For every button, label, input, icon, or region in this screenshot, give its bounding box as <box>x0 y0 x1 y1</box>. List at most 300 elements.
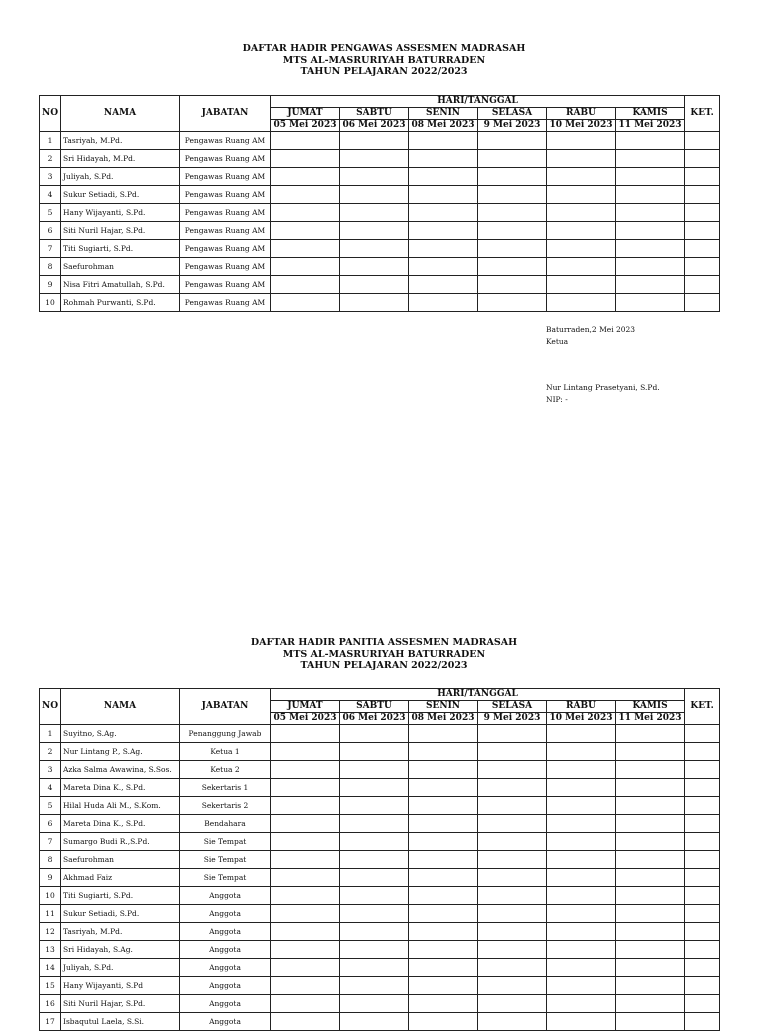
table-row <box>40 725 720 743</box>
day-date: 9 Mei 2023 <box>483 120 541 130</box>
attendance-cell[interactable] <box>478 815 547 833</box>
cell-ket[interactable] <box>685 995 720 1013</box>
attendance-cell[interactable] <box>409 887 478 905</box>
cell-ket[interactable] <box>685 887 720 905</box>
attendance-cell[interactable] <box>547 923 616 941</box>
day-date: 08 Mei 2023 <box>411 120 475 130</box>
attendance-cell[interactable] <box>547 725 616 743</box>
cell-nama: Tasriyah, M.Pd. <box>61 132 180 150</box>
cell-jabatan: Pengawas Ruang AM <box>180 150 271 168</box>
table-row <box>40 995 720 1013</box>
attendance-cell[interactable] <box>547 977 616 995</box>
attendance-cell[interactable] <box>409 995 478 1013</box>
cell-ket[interactable] <box>685 743 720 761</box>
attendance-cell[interactable] <box>616 1013 685 1031</box>
table-row <box>40 851 720 869</box>
cell-no: 14 <box>40 959 61 977</box>
cell-ket[interactable] <box>685 132 720 150</box>
attendance-cell[interactable] <box>409 923 478 941</box>
cell-ket[interactable] <box>685 977 720 995</box>
cell-no: 8 <box>40 258 61 276</box>
attendance-cell[interactable] <box>409 851 478 869</box>
cell-ket[interactable] <box>685 168 720 186</box>
attendance-cell[interactable] <box>616 977 685 995</box>
attendance-cell[interactable] <box>547 222 616 240</box>
doc1-title <box>0 43 768 78</box>
cell-jabatan: Pengawas Ruang AM <box>180 168 271 186</box>
day-name: KAMIS <box>616 701 684 713</box>
cell-ket[interactable] <box>685 150 720 168</box>
attendance-cell[interactable] <box>409 132 478 150</box>
cell-no: 7 <box>40 833 61 851</box>
attendance-cell[interactable] <box>271 204 340 222</box>
attendance-cell[interactable] <box>616 258 685 276</box>
cell-ket[interactable] <box>685 204 720 222</box>
attendance-cell[interactable] <box>271 905 340 923</box>
attendance-cell[interactable] <box>547 887 616 905</box>
attendance-cell[interactable] <box>478 977 547 995</box>
cell-jabatan: Anggota <box>180 995 271 1013</box>
attendance-cell[interactable] <box>616 959 685 977</box>
attendance-cell[interactable] <box>340 887 409 905</box>
attendance-cell[interactable] <box>547 779 616 797</box>
attendance-cell[interactable] <box>547 905 616 923</box>
attendance-cell[interactable] <box>409 1013 478 1031</box>
table-row <box>40 168 720 186</box>
day-column-header <box>547 108 616 132</box>
cell-ket[interactable] <box>685 797 720 815</box>
day-name: SABTU <box>340 108 408 120</box>
attendance-cell[interactable] <box>478 779 547 797</box>
table-row <box>40 797 720 815</box>
cell-jabatan: Anggota <box>180 941 271 959</box>
table-row <box>40 186 720 204</box>
table-row <box>40 204 720 222</box>
doc1-attendance-table <box>39 95 720 312</box>
attendance-cell[interactable] <box>616 887 685 905</box>
cell-jabatan: Pengawas Ruang AM <box>180 294 271 312</box>
attendance-cell[interactable] <box>616 725 685 743</box>
attendance-cell[interactable] <box>409 168 478 186</box>
attendance-cell[interactable] <box>478 851 547 869</box>
attendance-cell[interactable] <box>409 150 478 168</box>
cell-ket[interactable] <box>685 258 720 276</box>
attendance-cell[interactable] <box>409 833 478 851</box>
cell-ket[interactable] <box>685 941 720 959</box>
attendance-cell[interactable] <box>271 959 340 977</box>
cell-jabatan: Anggota <box>180 887 271 905</box>
cell-no: 5 <box>40 797 61 815</box>
cell-ket[interactable] <box>685 294 720 312</box>
attendance-cell[interactable] <box>547 168 616 186</box>
cell-nama: Mareta Dina K., S.Pd. <box>61 815 180 833</box>
table-row <box>40 222 720 240</box>
attendance-cell[interactable] <box>271 222 340 240</box>
table-row <box>40 887 720 905</box>
signature-role: Ketua <box>546 336 569 346</box>
table-row <box>40 923 720 941</box>
doc2-title <box>0 637 768 672</box>
attendance-cell[interactable] <box>478 222 547 240</box>
attendance-cell[interactable] <box>340 132 409 150</box>
attendance-cell[interactable] <box>409 276 478 294</box>
attendance-cell[interactable] <box>616 132 685 150</box>
attendance-cell[interactable] <box>478 761 547 779</box>
signature-name: Nur Lintang Prasetyani, S.Pd. <box>546 383 660 392</box>
attendance-cell[interactable] <box>478 1013 547 1031</box>
attendance-cell[interactable] <box>478 833 547 851</box>
attendance-cell[interactable] <box>616 779 685 797</box>
cell-no: 11 <box>40 905 61 923</box>
attendance-cell[interactable] <box>340 779 409 797</box>
attendance-cell[interactable] <box>340 923 409 941</box>
cell-ket[interactable] <box>685 851 720 869</box>
cell-nama: Saefurohman <box>61 851 180 869</box>
day-column-header <box>616 701 685 725</box>
attendance-cell[interactable] <box>616 761 685 779</box>
attendance-cell[interactable] <box>409 222 478 240</box>
day-date: 05 Mei 2023 <box>273 120 337 130</box>
attendance-cell[interactable] <box>340 851 409 869</box>
attendance-cell[interactable] <box>409 941 478 959</box>
attendance-cell[interactable] <box>547 761 616 779</box>
cell-ket[interactable] <box>685 923 720 941</box>
attendance-cell[interactable] <box>616 797 685 815</box>
attendance-cell[interactable] <box>409 869 478 887</box>
attendance-cell[interactable] <box>547 258 616 276</box>
day-column-header <box>271 701 340 725</box>
day-name: SENIN <box>409 701 477 713</box>
attendance-cell[interactable] <box>409 294 478 312</box>
cell-jabatan: Ketua 2 <box>180 761 271 779</box>
attendance-cell[interactable] <box>271 761 340 779</box>
day-column-header <box>271 108 340 132</box>
cell-ket[interactable] <box>685 761 720 779</box>
attendance-cell[interactable] <box>340 797 409 815</box>
attendance-cell[interactable] <box>340 186 409 204</box>
attendance-cell[interactable] <box>478 204 547 222</box>
attendance-cell[interactable] <box>478 923 547 941</box>
cell-nama: Saefurohman <box>61 258 180 276</box>
attendance-cell[interactable] <box>478 725 547 743</box>
attendance-cell[interactable] <box>409 240 478 258</box>
cell-ket[interactable] <box>685 276 720 294</box>
attendance-cell[interactable] <box>547 743 616 761</box>
attendance-cell[interactable] <box>340 815 409 833</box>
attendance-cell[interactable] <box>271 168 340 186</box>
attendance-cell[interactable] <box>340 1013 409 1031</box>
day-date: 06 Mei 2023 <box>342 120 406 130</box>
table-row <box>40 941 720 959</box>
cell-ket[interactable] <box>685 869 720 887</box>
attendance-cell[interactable] <box>616 186 685 204</box>
attendance-cell[interactable] <box>340 204 409 222</box>
cell-jabatan: Pengawas Ruang AM <box>180 258 271 276</box>
attendance-cell[interactable] <box>616 851 685 869</box>
attendance-cell[interactable] <box>271 258 340 276</box>
table-row <box>40 815 720 833</box>
attendance-cell[interactable] <box>340 276 409 294</box>
cell-nama: Juliyah, S.Pd. <box>61 168 180 186</box>
attendance-cell[interactable] <box>271 294 340 312</box>
attendance-cell[interactable] <box>547 294 616 312</box>
attendance-cell[interactable] <box>547 995 616 1013</box>
attendance-cell[interactable] <box>271 851 340 869</box>
day-column-header <box>409 701 478 725</box>
day-name: SABTU <box>340 701 408 713</box>
attendance-cell[interactable] <box>271 887 340 905</box>
cell-jabatan: Bendahara <box>180 815 271 833</box>
day-name: SELASA <box>478 108 546 120</box>
attendance-cell[interactable] <box>271 869 340 887</box>
cell-no: 10 <box>40 294 61 312</box>
cell-ket[interactable] <box>685 779 720 797</box>
attendance-cell[interactable] <box>271 725 340 743</box>
attendance-cell[interactable] <box>616 815 685 833</box>
attendance-cell[interactable] <box>271 833 340 851</box>
attendance-cell[interactable] <box>547 959 616 977</box>
attendance-cell[interactable] <box>340 240 409 258</box>
attendance-cell[interactable] <box>340 150 409 168</box>
attendance-cell[interactable] <box>616 869 685 887</box>
attendance-cell[interactable] <box>616 743 685 761</box>
cell-nama: Rohmah Purwanti, S.Pd. <box>61 294 180 312</box>
attendance-cell[interactable] <box>409 186 478 204</box>
day-column-header <box>478 701 547 725</box>
attendance-cell[interactable] <box>547 851 616 869</box>
day-date: 10 Mei 2023 <box>549 713 613 723</box>
cell-nama: Tasriyah, M.Pd. <box>61 923 180 941</box>
cell-ket[interactable] <box>685 833 720 851</box>
attendance-cell[interactable] <box>616 240 685 258</box>
cell-ket[interactable] <box>685 905 720 923</box>
attendance-cell[interactable] <box>616 168 685 186</box>
attendance-cell[interactable] <box>547 276 616 294</box>
cell-jabatan: Anggota <box>180 905 271 923</box>
attendance-cell[interactable] <box>409 905 478 923</box>
attendance-cell[interactable] <box>547 132 616 150</box>
cell-no: 4 <box>40 779 61 797</box>
attendance-cell[interactable] <box>271 186 340 204</box>
attendance-cell[interactable] <box>340 869 409 887</box>
day-name: RABU <box>547 108 615 120</box>
attendance-cell[interactable] <box>478 905 547 923</box>
attendance-cell[interactable] <box>478 258 547 276</box>
day-name: SELASA <box>478 701 546 713</box>
cell-nama: Sukur Setiadi, S.Pd. <box>61 186 180 204</box>
cell-no: 8 <box>40 851 61 869</box>
attendance-cell[interactable] <box>409 258 478 276</box>
attendance-cell[interactable] <box>340 743 409 761</box>
attendance-cell[interactable] <box>478 276 547 294</box>
attendance-cell[interactable] <box>271 995 340 1013</box>
cell-ket[interactable] <box>685 1013 720 1031</box>
attendance-cell[interactable] <box>271 240 340 258</box>
cell-jabatan: Ketua 1 <box>180 743 271 761</box>
attendance-cell[interactable] <box>478 168 547 186</box>
table-row <box>40 1013 720 1031</box>
attendance-cell[interactable] <box>478 294 547 312</box>
cell-nama: Juliyah, S.Pd. <box>61 959 180 977</box>
attendance-cell[interactable] <box>547 204 616 222</box>
attendance-cell[interactable] <box>478 995 547 1013</box>
attendance-cell[interactable] <box>478 186 547 204</box>
header-no: NO <box>40 689 61 725</box>
attendance-cell[interactable] <box>409 204 478 222</box>
attendance-cell[interactable] <box>271 815 340 833</box>
cell-jabatan: Anggota <box>180 923 271 941</box>
attendance-cell[interactable] <box>478 887 547 905</box>
cell-no: 10 <box>40 887 61 905</box>
attendance-cell[interactable] <box>271 743 340 761</box>
cell-jabatan: Anggota <box>180 959 271 977</box>
attendance-cell[interactable] <box>340 959 409 977</box>
cell-nama: Titi Sugiarti, S.Pd. <box>61 240 180 258</box>
attendance-cell[interactable] <box>616 833 685 851</box>
attendance-cell[interactable] <box>271 797 340 815</box>
attendance-cell[interactable] <box>409 761 478 779</box>
attendance-cell[interactable] <box>616 204 685 222</box>
cell-ket[interactable] <box>685 240 720 258</box>
table-row <box>40 258 720 276</box>
cell-ket[interactable] <box>685 815 720 833</box>
attendance-cell[interactable] <box>616 222 685 240</box>
attendance-cell[interactable] <box>340 168 409 186</box>
attendance-cell[interactable] <box>340 941 409 959</box>
cell-jabatan: Pengawas Ruang AM <box>180 186 271 204</box>
attendance-cell[interactable] <box>478 240 547 258</box>
attendance-cell[interactable] <box>547 815 616 833</box>
doc2-title-line-2: MTS AL-MASRURIYAH BATURRADEN <box>282 648 486 660</box>
day-name: JUMAT <box>271 701 339 713</box>
attendance-cell[interactable] <box>547 240 616 258</box>
attendance-cell[interactable] <box>271 779 340 797</box>
attendance-cell[interactable] <box>409 977 478 995</box>
attendance-cell[interactable] <box>409 797 478 815</box>
attendance-cell[interactable] <box>616 923 685 941</box>
attendance-cell[interactable] <box>547 833 616 851</box>
cell-ket[interactable] <box>685 725 720 743</box>
cell-no: 17 <box>40 1013 61 1031</box>
attendance-cell[interactable] <box>478 941 547 959</box>
cell-no: 2 <box>40 743 61 761</box>
attendance-cell[interactable] <box>340 294 409 312</box>
header-hari-tanggal: HARI/TANGGAL <box>271 689 685 701</box>
attendance-cell[interactable] <box>547 869 616 887</box>
attendance-cell[interactable] <box>271 150 340 168</box>
attendance-cell[interactable] <box>616 276 685 294</box>
attendance-cell[interactable] <box>271 276 340 294</box>
day-column-header <box>478 108 547 132</box>
header-jabatan: JABATAN <box>180 689 271 725</box>
header-hari-tanggal: HARI/TANGGAL <box>271 96 685 108</box>
day-name: RABU <box>547 701 615 713</box>
attendance-cell[interactable] <box>409 743 478 761</box>
cell-ket[interactable] <box>685 959 720 977</box>
cell-nama: Siti Nuril Hajar, S.Pd. <box>61 995 180 1013</box>
attendance-cell[interactable] <box>271 132 340 150</box>
table-row <box>40 959 720 977</box>
attendance-cell[interactable] <box>478 797 547 815</box>
day-date: 06 Mei 2023 <box>342 713 406 723</box>
attendance-cell[interactable] <box>478 743 547 761</box>
cell-no: 16 <box>40 995 61 1013</box>
attendance-cell[interactable] <box>340 222 409 240</box>
attendance-cell[interactable] <box>478 959 547 977</box>
day-column-header <box>616 108 685 132</box>
doc2-attendance-table <box>39 688 720 1031</box>
attendance-cell[interactable] <box>616 941 685 959</box>
attendance-cell[interactable] <box>616 150 685 168</box>
cell-no: 2 <box>40 150 61 168</box>
attendance-cell[interactable] <box>409 725 478 743</box>
cell-no: 1 <box>40 725 61 743</box>
attendance-cell[interactable] <box>271 923 340 941</box>
attendance-cell[interactable] <box>340 905 409 923</box>
attendance-cell[interactable] <box>616 905 685 923</box>
day-column-header <box>340 108 409 132</box>
attendance-cell[interactable] <box>616 995 685 1013</box>
cell-ket[interactable] <box>685 222 720 240</box>
attendance-cell[interactable] <box>340 258 409 276</box>
day-date: 11 Mei 2023 <box>618 120 682 130</box>
attendance-cell[interactable] <box>478 150 547 168</box>
signature-nip: NIP: - <box>546 394 568 404</box>
cell-no: 12 <box>40 923 61 941</box>
attendance-cell[interactable] <box>547 797 616 815</box>
attendance-cell[interactable] <box>271 977 340 995</box>
attendance-cell[interactable] <box>340 725 409 743</box>
attendance-cell[interactable] <box>340 995 409 1013</box>
cell-ket[interactable] <box>685 186 720 204</box>
attendance-cell[interactable] <box>547 941 616 959</box>
attendance-cell[interactable] <box>340 833 409 851</box>
doc1-table-body <box>40 132 720 312</box>
attendance-cell[interactable] <box>478 132 547 150</box>
table-row <box>40 294 720 312</box>
doc2-title-line-3: TAHUN PELAJARAN 2022/2023 <box>300 660 468 671</box>
attendance-cell[interactable] <box>271 1013 340 1031</box>
attendance-cell[interactable] <box>409 959 478 977</box>
attendance-cell[interactable] <box>547 186 616 204</box>
cell-nama: Hilal Huda Ali M., S.Kom. <box>61 797 180 815</box>
attendance-cell[interactable] <box>409 779 478 797</box>
table-row <box>40 240 720 258</box>
cell-jabatan: Pengawas Ruang AM <box>180 240 271 258</box>
attendance-cell[interactable] <box>616 294 685 312</box>
table-row <box>40 779 720 797</box>
attendance-cell[interactable] <box>271 941 340 959</box>
day-column-header <box>340 701 409 725</box>
cell-no: 13 <box>40 941 61 959</box>
doc2-title-line-1: DAFTAR HADIR PANITIA ASSESMEN MADRASAH <box>250 637 518 648</box>
attendance-cell[interactable] <box>340 761 409 779</box>
cell-no: 5 <box>40 204 61 222</box>
attendance-cell[interactable] <box>340 977 409 995</box>
cell-nama: Suyitno, S.Ag. <box>61 725 180 743</box>
cell-nama: Sumargo Budi R.,S.Pd. <box>61 833 180 851</box>
cell-jabatan: Pengawas Ruang AM <box>180 204 271 222</box>
attendance-cell[interactable] <box>478 869 547 887</box>
day-date: 10 Mei 2023 <box>549 120 613 130</box>
attendance-cell[interactable] <box>547 1013 616 1031</box>
attendance-cell[interactable] <box>409 815 478 833</box>
day-name: SENIN <box>409 108 477 120</box>
cell-nama: Hany Wijayanti, S.Pd. <box>61 204 180 222</box>
cell-no: 9 <box>40 276 61 294</box>
attendance-cell[interactable] <box>547 150 616 168</box>
doc1-signature-block <box>546 324 660 405</box>
